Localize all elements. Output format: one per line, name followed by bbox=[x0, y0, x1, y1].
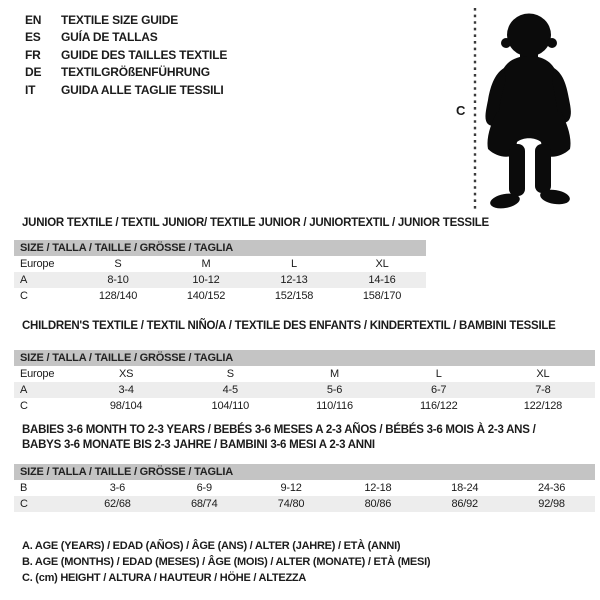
row-label: A bbox=[20, 274, 28, 286]
table-cell: 24-36 bbox=[537, 482, 566, 494]
babies-size-table bbox=[14, 464, 595, 512]
row-label: C bbox=[20, 290, 28, 302]
language-row-de bbox=[25, 64, 227, 82]
guide-title: TEXTILGRÖßENFÜHRUNG bbox=[61, 65, 210, 80]
table-cell: 3-6 bbox=[109, 482, 126, 494]
table-cell: 128/140 bbox=[98, 290, 138, 302]
junior-size-table bbox=[14, 240, 426, 304]
table-row-europe bbox=[14, 366, 595, 382]
table-cell: 5-6 bbox=[326, 384, 343, 396]
height-measure-figure bbox=[452, 4, 598, 216]
row-label: B bbox=[20, 482, 28, 494]
guide-title: TEXTILE SIZE GUIDE bbox=[61, 12, 179, 27]
junior-section-title: JUNIOR TEXTILE / TEXTIL JUNIOR/ TEXTILE JUNIOR / JUNIORTEXTIL / JUNIOR TESSILE bbox=[22, 217, 489, 229]
row-label: C bbox=[20, 400, 28, 412]
table-cell: 80/86 bbox=[364, 498, 392, 510]
table-row-height bbox=[14, 398, 595, 414]
table-cell: 12-18 bbox=[364, 482, 392, 494]
language-code: ES bbox=[25, 30, 41, 45]
table-cell: 74/80 bbox=[277, 498, 305, 510]
table-cell: XL bbox=[536, 368, 550, 380]
table-cell: 68/74 bbox=[190, 498, 218, 510]
table-cell: L bbox=[291, 258, 297, 270]
table-cell: XL bbox=[375, 258, 389, 270]
table-cell: 4-5 bbox=[222, 384, 238, 396]
babies-section-title-line1: BABIES 3-6 MONTH TO 2-3 YEARS / BEBÉS 3-6 MESES A 2-3 AÑOS / BÉBÉS 3-6 MOIS À 2-3 ANS / bbox=[22, 424, 536, 436]
table-cell: 152/158 bbox=[274, 290, 314, 302]
table-cell: 98/104 bbox=[109, 400, 143, 412]
language-code: DE bbox=[25, 65, 42, 80]
table-row-height bbox=[14, 288, 426, 304]
table-row-height bbox=[14, 496, 595, 512]
language-row-fr bbox=[25, 46, 227, 64]
children-size-table bbox=[14, 350, 595, 414]
footnote-age-months: B. AGE (MONTHS) / EDAD (MESES) / ÂGE (MOIS) / ALTER (MONATE) / ETÀ (MESI) bbox=[22, 556, 431, 568]
guide-title: GUÍA DE TALLAS bbox=[61, 30, 158, 45]
table-row-europe bbox=[14, 256, 426, 272]
junior-size-header-bar: SIZE / TALLA / TAILLE / GRÖSSE / TAGLIA bbox=[14, 240, 426, 256]
guide-title: GUIDA ALLE TAGLIE TESSILI bbox=[61, 82, 224, 97]
table-cell: XS bbox=[118, 368, 134, 380]
table-cell: 122/128 bbox=[523, 400, 563, 412]
table-cell: 18-24 bbox=[451, 482, 479, 494]
table-cell: 7-8 bbox=[535, 384, 551, 396]
table-cell: 86/92 bbox=[451, 498, 478, 510]
language-row-en bbox=[25, 11, 227, 29]
table-cell: 158/170 bbox=[362, 290, 402, 302]
table-cell: 9-12 bbox=[280, 482, 302, 494]
table-cell: S bbox=[114, 258, 122, 270]
table-row-age bbox=[14, 272, 426, 288]
table-cell: 92/98 bbox=[538, 498, 565, 510]
table-cell: L bbox=[435, 368, 442, 380]
footnote-height-cm: C. (cm) HEIGHT / ALTURA / HAUTEUR / HÖHE / ALTEZZA bbox=[22, 572, 307, 584]
table-cell: 12-13 bbox=[280, 274, 308, 286]
table-cell: M bbox=[201, 258, 211, 270]
table-cell: 110/116 bbox=[316, 400, 353, 412]
table-cell: 14-16 bbox=[368, 274, 396, 286]
table-cell: M bbox=[330, 368, 339, 380]
language-row-it bbox=[25, 81, 227, 99]
table-row-age bbox=[14, 382, 595, 398]
table-cell: 6-7 bbox=[431, 384, 447, 396]
language-row-es bbox=[25, 29, 227, 47]
children-size-header-bar: SIZE / TALLA / TAILLE / GRÖSSE / TAGLIA bbox=[14, 350, 595, 366]
row-label: A bbox=[20, 384, 28, 396]
footnote-legend bbox=[22, 538, 430, 586]
babies-section-title-line2: BABYS 3-6 MONATE BIS 2-3 JAHRE / BAMBINI 3-6 MESI A 2-3 ANNI bbox=[22, 439, 375, 451]
table-cell: 140/152 bbox=[186, 290, 226, 302]
table-cell: 62/68 bbox=[104, 498, 131, 510]
row-label: Europe bbox=[20, 368, 55, 380]
table-cell: 8-10 bbox=[107, 274, 129, 286]
baby-silhouette-shape bbox=[485, 14, 570, 211]
table-cell: 3-4 bbox=[118, 384, 134, 396]
babies-size-header-bar: SIZE / TALLA / TAILLE / GRÖSSE / TAGLIA bbox=[14, 464, 595, 480]
baby-silhouette-icon bbox=[452, 4, 598, 216]
row-label: C bbox=[20, 498, 28, 510]
table-cell: S bbox=[226, 368, 234, 380]
language-code: FR bbox=[25, 47, 41, 62]
language-code: IT bbox=[25, 82, 36, 97]
row-label: Europe bbox=[20, 258, 55, 270]
children-section-title: CHILDREN'S TEXTILE / TEXTIL NIÑO/A / TEXTILE DES ENFANTS / KINDERTEXTIL / BAMBINI TESSILE bbox=[22, 320, 556, 332]
language-code: EN bbox=[25, 12, 42, 27]
height-measure-label: C bbox=[456, 103, 466, 118]
table-cell: 6-9 bbox=[196, 482, 212, 494]
table-row-age-months bbox=[14, 480, 595, 496]
footnote-age-years: A. AGE (YEARS) / EDAD (AÑOS) / ÂGE (ANS) / ALTER (JAHRE) / ETÀ (ANNI) bbox=[22, 540, 401, 552]
guide-title: GUIDE DES TAILLES TEXTILE bbox=[61, 47, 228, 62]
language-title-list bbox=[25, 11, 227, 99]
table-cell: 10-12 bbox=[192, 274, 220, 286]
table-cell: 104/110 bbox=[211, 400, 250, 412]
table-cell: 116/122 bbox=[419, 400, 458, 412]
